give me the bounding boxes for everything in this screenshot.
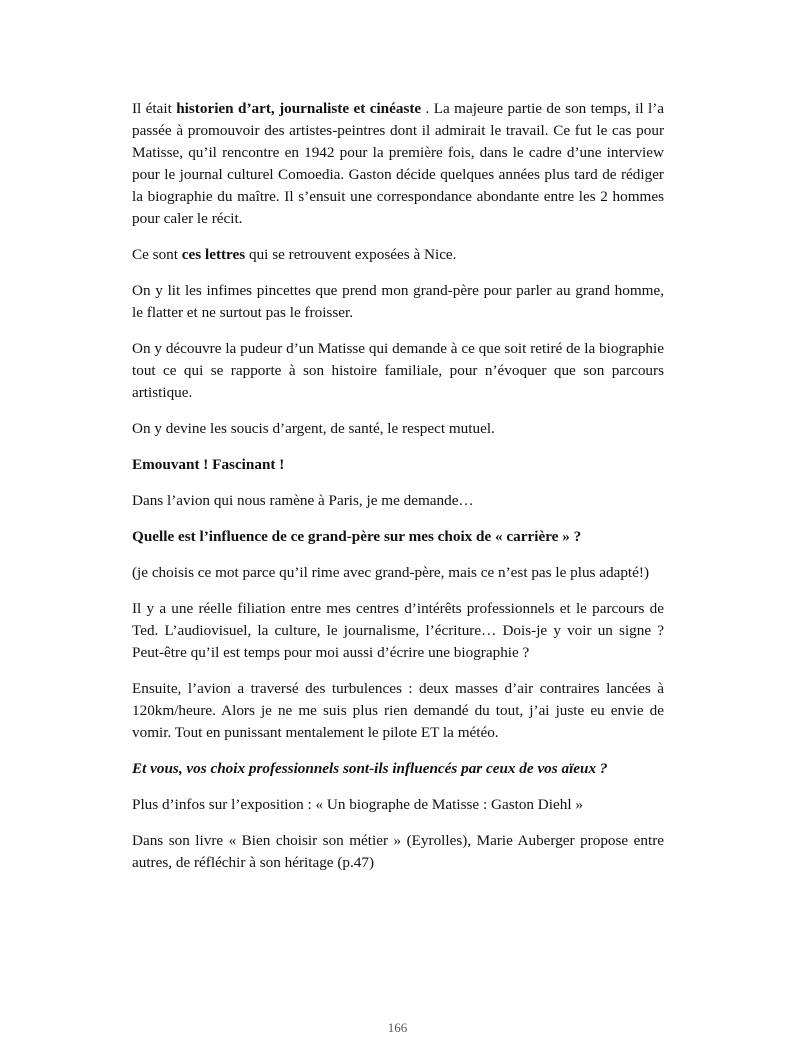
paragraph-letters: [132, 244, 664, 266]
paragraph-biography-rest: . La majeure partie de son temps, il l’a passée à promouvoir des artistes-peintres dont il admirait le travail. Ce fut le cas pour Matisse, qu’il rencontre en 1942 pour la première fois, dans le cadre d’une interview pour le journal culturel Comoedia. Gaston décide quelques années plus tard de rédiger la biographie du maître. Il s’ensuit une correspondance abondante entre les 2 hommes pour caler le récit.: [132, 100, 664, 227]
document-body: [132, 98, 664, 888]
paragraph-turbulences: Ensuite, l’avion a traversé des turbulences : deux masses d’air contraires lancées à 120km/heure. Alors je ne me suis plus rien demandé du tout, j’ai juste eu envie de vomir. Tout en punissant mentalement le pilote ET la météo.: [132, 680, 664, 741]
paragraph-letters-start: Ce sont: [132, 246, 182, 263]
bold-professions: historien d’art, journaliste et cinéaste: [176, 100, 422, 117]
paragraph-avion: Dans l’avion qui nous ramène à Paris, je me demande…: [132, 492, 474, 509]
paragraph-question-aieux: Et vous, vos choix professionnels sont-ils influencés par ceux de vos aïeux ?: [132, 760, 608, 777]
paragraph-pudeur: On y découvre la pudeur d’un Matisse qui demande à ce que soit retiré de la biographie tout ce qui se rapporte à son histoire familiale, pour n’évoquer que son parcours artistique.: [132, 340, 664, 401]
paragraph-letters-rest: qui se retrouvent exposées à Nice.: [245, 246, 457, 263]
paragraph-soucis: On y devine les soucis d’argent, de santé, le respect mutuel.: [132, 420, 495, 437]
paragraph-biography: [132, 98, 664, 230]
paragraph-question-influence: Quelle est l’influence de ce grand-père sur mes choix de « carrière » ?: [132, 528, 582, 545]
bold-letters: ces lettres: [181, 246, 246, 263]
paragraph-pincettes: On y lit les infimes pincettes que prend mon grand-père pour parler au grand homme, le flatter et ne surtout pas le froisser.: [132, 282, 664, 321]
paragraph-filiation: Il y a une réelle filiation entre mes centres d’intérêts professionnels et le parcours de Ted. L’audiovisuel, la culture, le journalisme, l’écriture… Dois-je y voir un signe ? Peut-être qu’il est temps pour moi aussi d’écrire une biographie ?: [132, 600, 664, 661]
paragraph-exposition: Plus d’infos sur l’exposition : « Un biographe de Matisse : Gaston Diehl »: [132, 796, 583, 813]
paragraph-livre: Dans son livre « Bien choisir son métier » (Eyrolles), Marie Auberger propose entre autres, de réfléchir à son héritage (p.47): [132, 832, 664, 871]
paragraph-biography-start: Il était: [132, 100, 177, 117]
paragraph-carriere-note: (je choisis ce mot parce qu’il rime avec grand-père, mais ce n’est pas le plus adapté!): [132, 564, 649, 581]
page-number: 166: [387, 1020, 408, 1035]
paragraph-emouvant: Emouvant ! Fascinant !: [132, 456, 285, 473]
